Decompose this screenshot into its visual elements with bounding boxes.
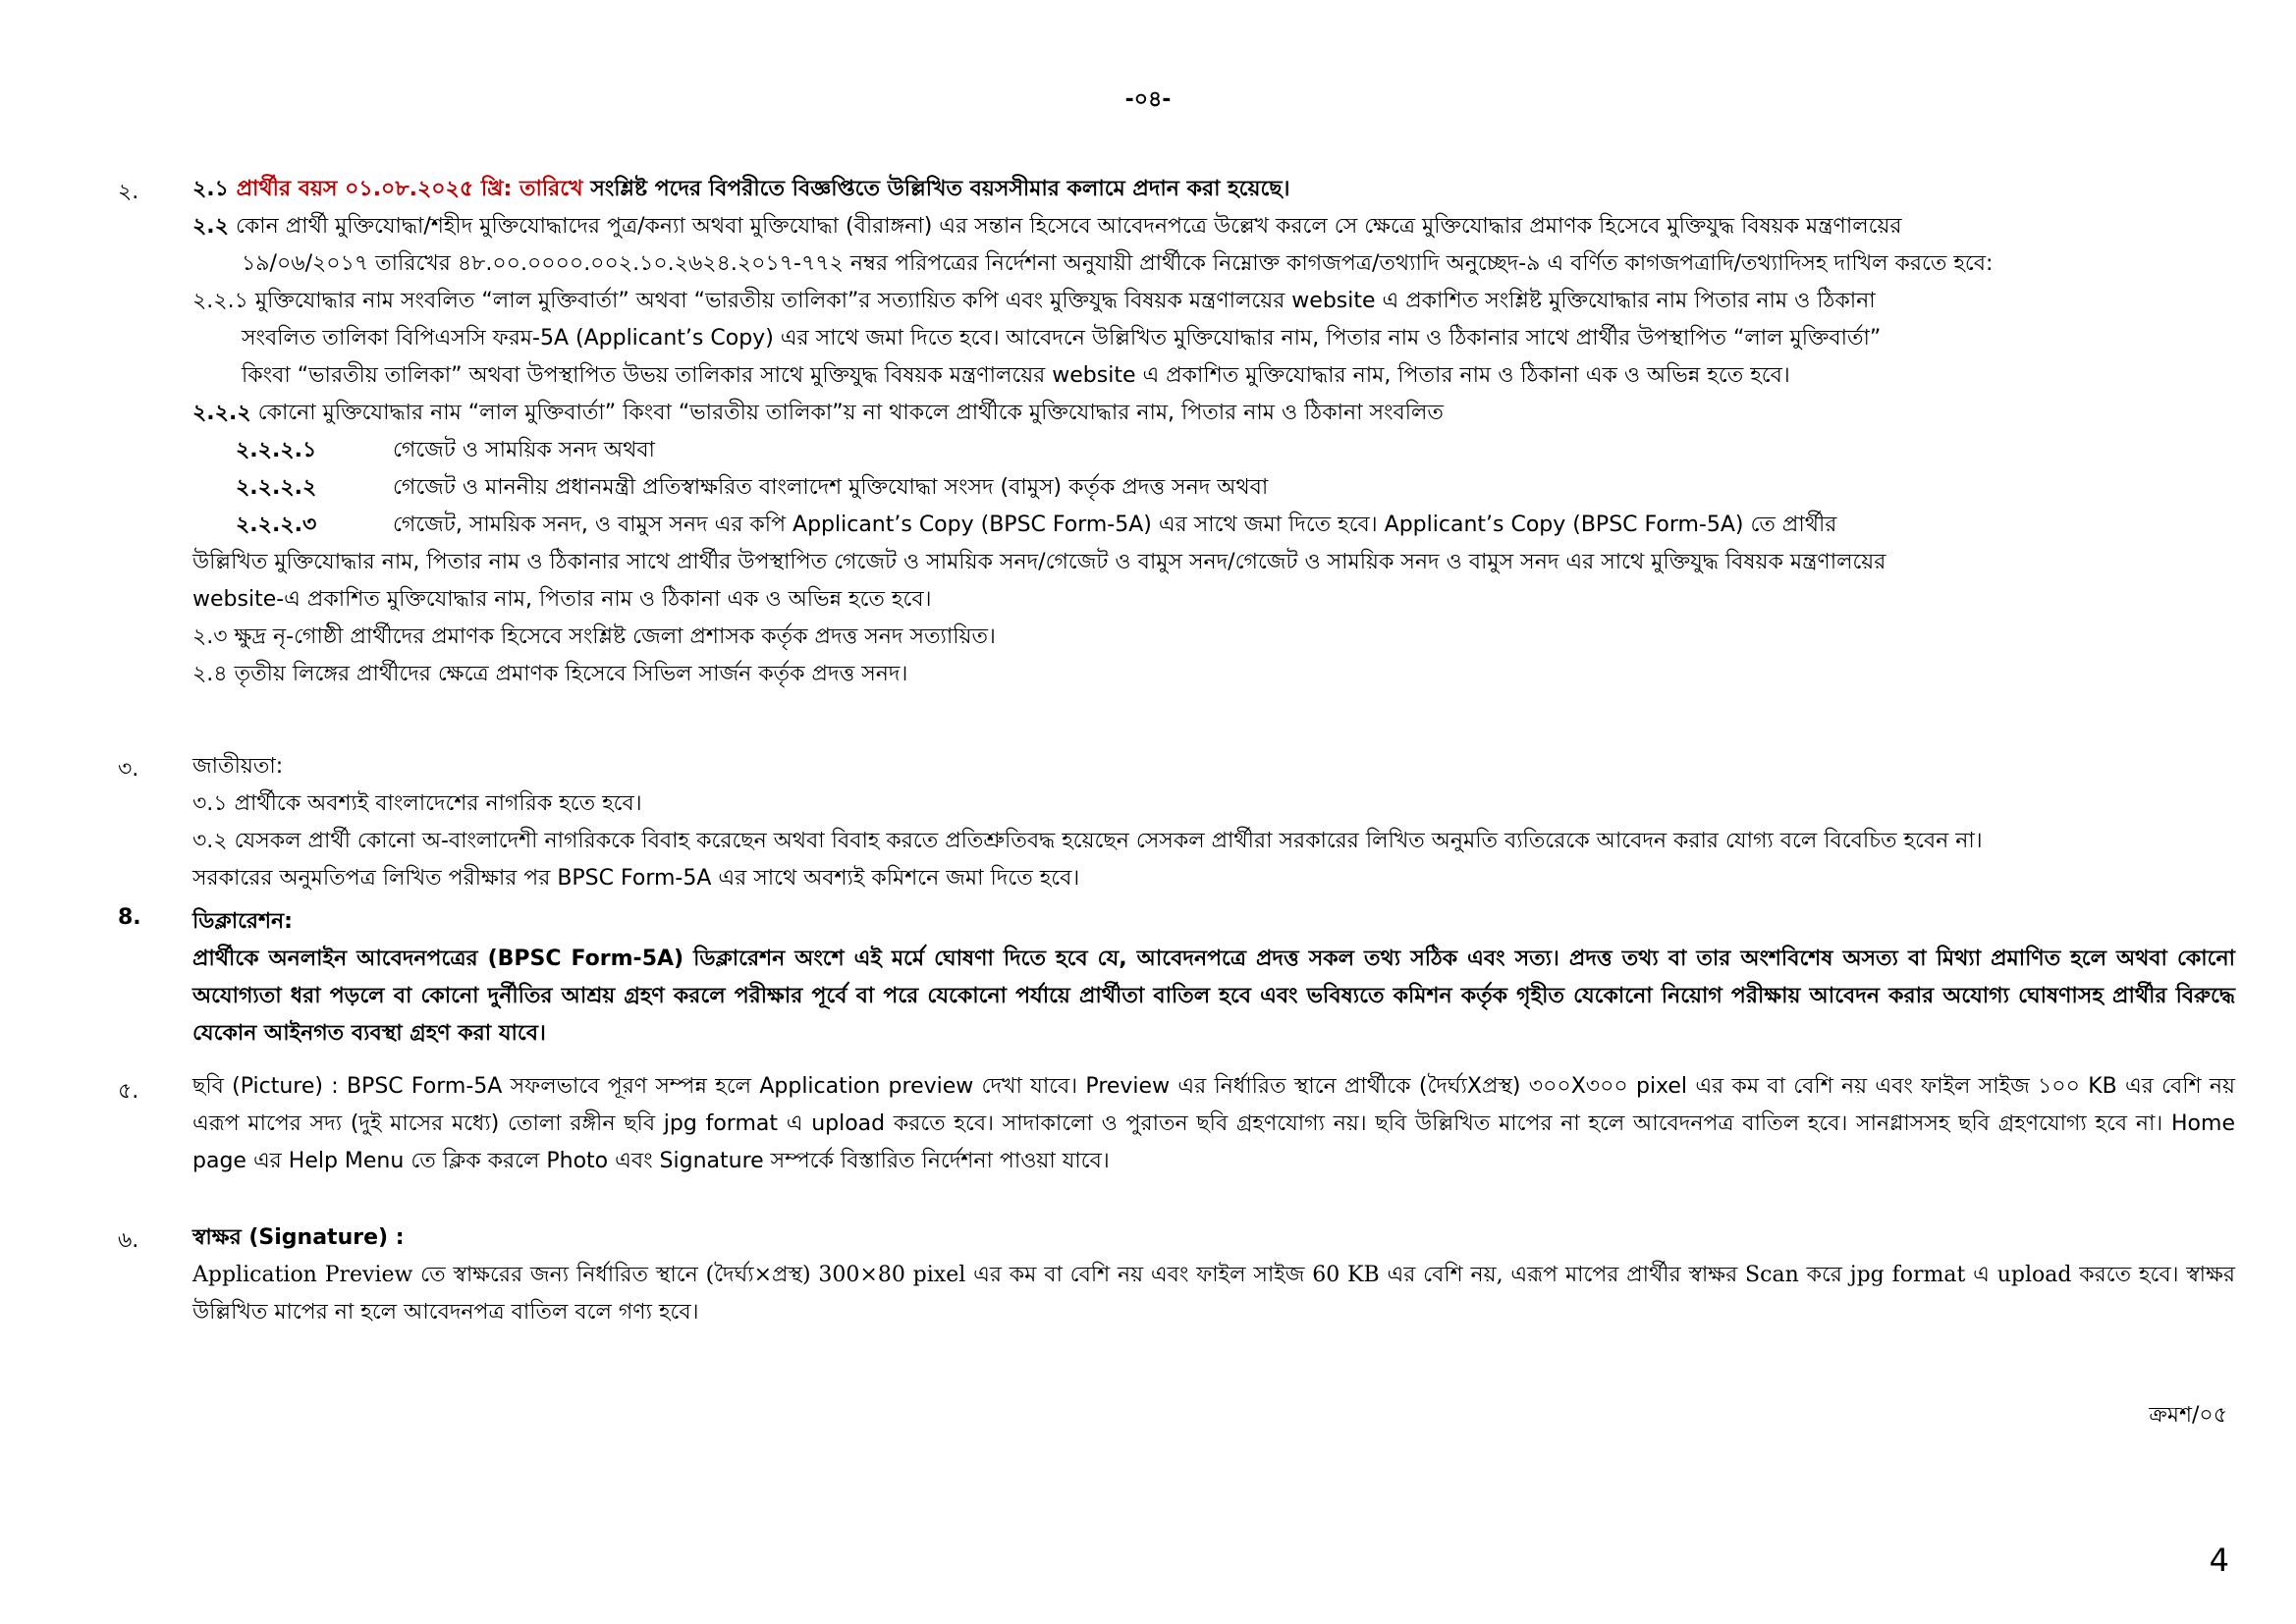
clause-2-2-cont: ১৯/০৬/২০১৭ তারিখের ৪৮.০০.০০০০.০০২.১০.২৬২৪.২০১৭-৭৭২ নম্বর পরিপত্রের নির্দেশনা অনুযায়ী প্রার্থীকে নিম্নোক্ত কাগজপত্র/তথ্যাদি অনুচ্ছেদ-৯ এ বর্ণিত কাগজপত্রাদি/তথ্যাদিসহ দাখিল করতে হবে: [242,251,1994,276]
clause-2-2-2-1: ২.২.২.১ গেজেট ও সাময়িক সনদ অথবা [236,438,655,462]
page-marker: -০৪- [1124,87,1172,112]
clause-2-2-2-3: ২.২.২.৩ গেজেট, সাময়িক সনদ, ও বামুস সনদ এর কপি Applicant’s Copy (BPSC Form-5A) এর সাথে জমা দিতে হবে। Applicant’s Copy (BPSC Form-5A) তে প্রার্থীর [236,513,1837,537]
clause-2-3: ২.৩ ক্ষুদ্র নৃ-গোষ্ঠী প্রার্থীদের প্রমাণক হিসেবে সংশ্লিষ্ট জেলা প্রশাসক কর্তৃক প্রদত্ত সনদ সত্যায়িত। [192,624,996,649]
nationality-title: জাতীয়তা: [192,754,284,779]
section-number-2: ২. [118,180,139,204]
section-4 [192,903,2235,1053]
clause-2-1: ২.১ প্রার্থীর বয়স ০১.০৮.২০২৫ খ্রি: তারিখে সংশ্লিষ্ট পদের বিপরীতে বিজ্ঞপ্তিতে উল্লিখিত বয়সসীমার কলামে প্রদান করা হয়েছে। [192,177,1290,201]
clause-2-2-2-2: ২.২.২.২ গেজেট ও মাননীয় প্রধানমন্ত্রী প্রতিস্বাক্ষরিত বাংলাদেশ মুক্তিযোদ্ধা সংসদ (বামুস) কর্তৃক প্রদত্ত সনদ অথবা [236,475,1269,500]
clause-2-2-2-3-cont2: website-এ প্রকাশিত মুক্তিযোদ্ধার নাম, পিতার নাম ও ঠিকানা এক ও অভিন্ন হতে হবে। [192,587,932,612]
clause-3-2: ৩.২ যেসকল প্রার্থী কোনো অ-বাংলাদেশী নাগরিককে বিবাহ করেছেন অথবা বিবাহ করতে প্রতিশ্রুতিবদ্ধ হয়েছেন সেসকল প্রার্থীরা সরকারের লিখিত অনুমতি ব্যতিরেকে আবেদন করার যোগ্য বলে বিবেচিত হবেন না। [192,829,1983,853]
signature-text: Application Preview তে স্বাক্ষরের জন্য নির্ধারিত স্থানে (দৈর্ঘ্য×প্রস্থ) 300×80 pixel এর কম বা বেশি নয় এবং ফাইল সাইজ 60 KB এর বেশি নয়, এরূপ মাপের প্রার্থীর স্বাক্ষর Scan করে jpg format এ upload করতে হবে। স্বাক্ষর উল্লিখিত মাপের না হলে আবেদনপত্র বাতিল বলে গণ্য হবে। [192,1263,2235,1325]
clause-2-2-1: ২.২.১ মুক্তিযোদ্ধার নাম সংবলিত “লাল মুক্তিবার্তা” অথবা “ভারতীয় তালিকা”র সত্যায়িত কপি এবং মুক্তিযুদ্ধ বিষয়ক মন্ত্রণালয়ের website এ প্রকাশিত সংশ্লিষ্ট মুক্তিযোদ্ধার নাম পিতার নাম ও ঠিকানা [192,289,1876,313]
section-6 [192,1219,2235,1331]
section-number-6: ৬. [118,1228,139,1253]
section-number-3: ৩. [118,757,139,782]
continued-marker: ক্রমশ/০৫ [2149,1403,2227,1428]
clause-2-2-2-3-cont: উল্লিখিত মুক্তিযোদ্ধার নাম, পিতার নাম ও ঠিকানার সাথে প্রার্থীর উপস্থাপিত গেজেট ও সাময়িক সনদ/গেজেট ও বামুস সনদ/গেজেট ও সাময়িক সনদ ও বামুস সনদ এর সাথে মুক্তিযুদ্ধ বিষয়ক মন্ত্রণালয়ের [192,550,1886,574]
page-number: 4 [2209,1542,2229,1579]
section-5-picture: ছবি (Picture) : BPSC Form-5A সফলভাবে পূরণ সম্পন্ন হলে Application preview দেখা যাবে। Preview এর নির্ধারিত স্থানে প্রার্থীকে (দৈর্ঘ্যXপ্রস্থ) ৩০০X৩০০ pixel এর কম বা বেশি নয় এবং ফাইল সাইজ ১০০ KB এর বেশি নয় এরূপ মাপের সদ্য (দুই মাসের মধ্যে) তোলা রঙ্গীন ছবি jpg format এ upload করতে হবে। সাদাকালো ও পুরাতন ছবি গ্রহণযোগ্য নয়। ছবি উল্লিখিত মাপের না হলে আবেদনপত্র বাতিল হবে। সানগ্লাসসহ ছবি গ্রহণযোগ্য হবে না। Home page এর Help Menu তে ক্লিক করলে Photo এবং Signature সম্পর্কে বিস্তারিত নির্দেশনা পাওয়া যাবে। [192,1074,2235,1173]
clause-3-1: ৩.১ প্রার্থীকে অবশ্যই বাংলাদেশের নাগরিক হতে হবে। [192,791,642,816]
clause-2-2-1-cont: সংবলিত তালিকা বিপিএসসি ফরম-5A (Applicant’s Copy) এর সাথে জমা দিতে হবে। আবেদনে উল্লিখিত মুক্তিযোদ্ধার নাম, পিতার নাম ও ঠিকানার সাথে প্রার্থীর উপস্থাপিত “লাল মুক্তিবার্তা” [242,326,1882,351]
clause-2-2-2: ২.২.২ কোনো মুক্তিযোদ্ধার নাম “লাল মুক্তিবার্তা” কিংবা “ভারতীয় তালিকা”য় না থাকলে প্রার্থীকে মুক্তিযোদ্ধার নাম, পিতার নাম ও ঠিকানা সংবলিত [192,401,1444,425]
age-date-highlight: প্রার্থীর বয়স ০১.০৮.২০২৫ খ্রি: তারিখে [236,177,583,201]
section-number-5: ৫. [118,1079,139,1104]
clause-2-4: ২.৪ তৃতীয় লিঙ্গের প্রার্থীদের ক্ষেত্রে প্রমাণক হিসেবে সিভিল সার্জন কর্তৃক প্রদত্ত সনদ। [192,662,908,686]
clause-3-2-cont: সরকারের অনুমতিপত্র লিখিত পরীক্ষার পর BPSC Form-5A এর সাথে অবশ্যই কমিশনে জমা দিতে হবে। [192,866,1080,891]
section-3 [192,748,2235,897]
clause-2-2: ২.২ কোন প্রার্থী মুক্তিযোদ্ধা/শহীদ মুক্তিযোদ্ধাদের পুত্র/কন্যা অথবা মুক্তিযোদ্ধা (বীরাঙ্গনা) এর সন্তান হিসেবে আবেদনপত্রে উল্লেখ করলে সে ক্ষেত্রে মুক্তিযোদ্ধার প্রমাণক হিসেবে মুক্তিযুদ্ধ বিষয়ক মন্ত্রণালয়ের [192,214,1902,239]
section-number-4: 8. [118,905,141,930]
clause-2-2-1-cont2: কিংবা “ভারতীয় তালিকা” অথবা উপস্থাপিত উভয় তালিকার সাথে মুক্তিযুদ্ধ বিষয়ক মন্ত্রণালয়ের website এ প্রকাশিত মুক্তিযোদ্ধার নাম, পিতার নাম ও ঠিকানা এক ও অভিন্ন হতে হবে। [242,363,1790,388]
declaration-text: প্রার্থীকে অনলাইন আবেদনপত্রের (BPSC Form-5A) ডিক্লারেশন অংশে এই মর্মে ঘোষণা দিতে হবে যে, আবেদনপত্রে প্রদত্ত সকল তথ্য সঠিক এবং সত্য। প্রদত্ত তথ্য বা তার অংশবিশেষ অসত্য বা মিথ্যা প্রমাণিত হলে অথবা কোনো অযোগ্যতা ধরা পড়লে বা কোনো দুর্নীতির আশ্রয় গ্রহণ করলে পরীক্ষার পূর্বে বা পরে যেকোনো পর্যায়ে প্রার্থীতা বাতিল হবে এবং ভবিষ্যতে কমিশন কর্তৃক গৃহীত যেকোনো নিয়োগ পরীক্ষায় আবেদন করার অযোগ্য ঘোষণাসহ প্রার্থীর বিরুদ্ধে যেকোন আইনগত ব্যবস্থা গ্রহণ করা যাবে। [192,947,2235,1046]
declaration-title: ডিক্লারেশন: [192,909,293,934]
signature-title: স্বাক্ষর (Signature) : [192,1225,405,1250]
section-2 [192,171,2235,693]
